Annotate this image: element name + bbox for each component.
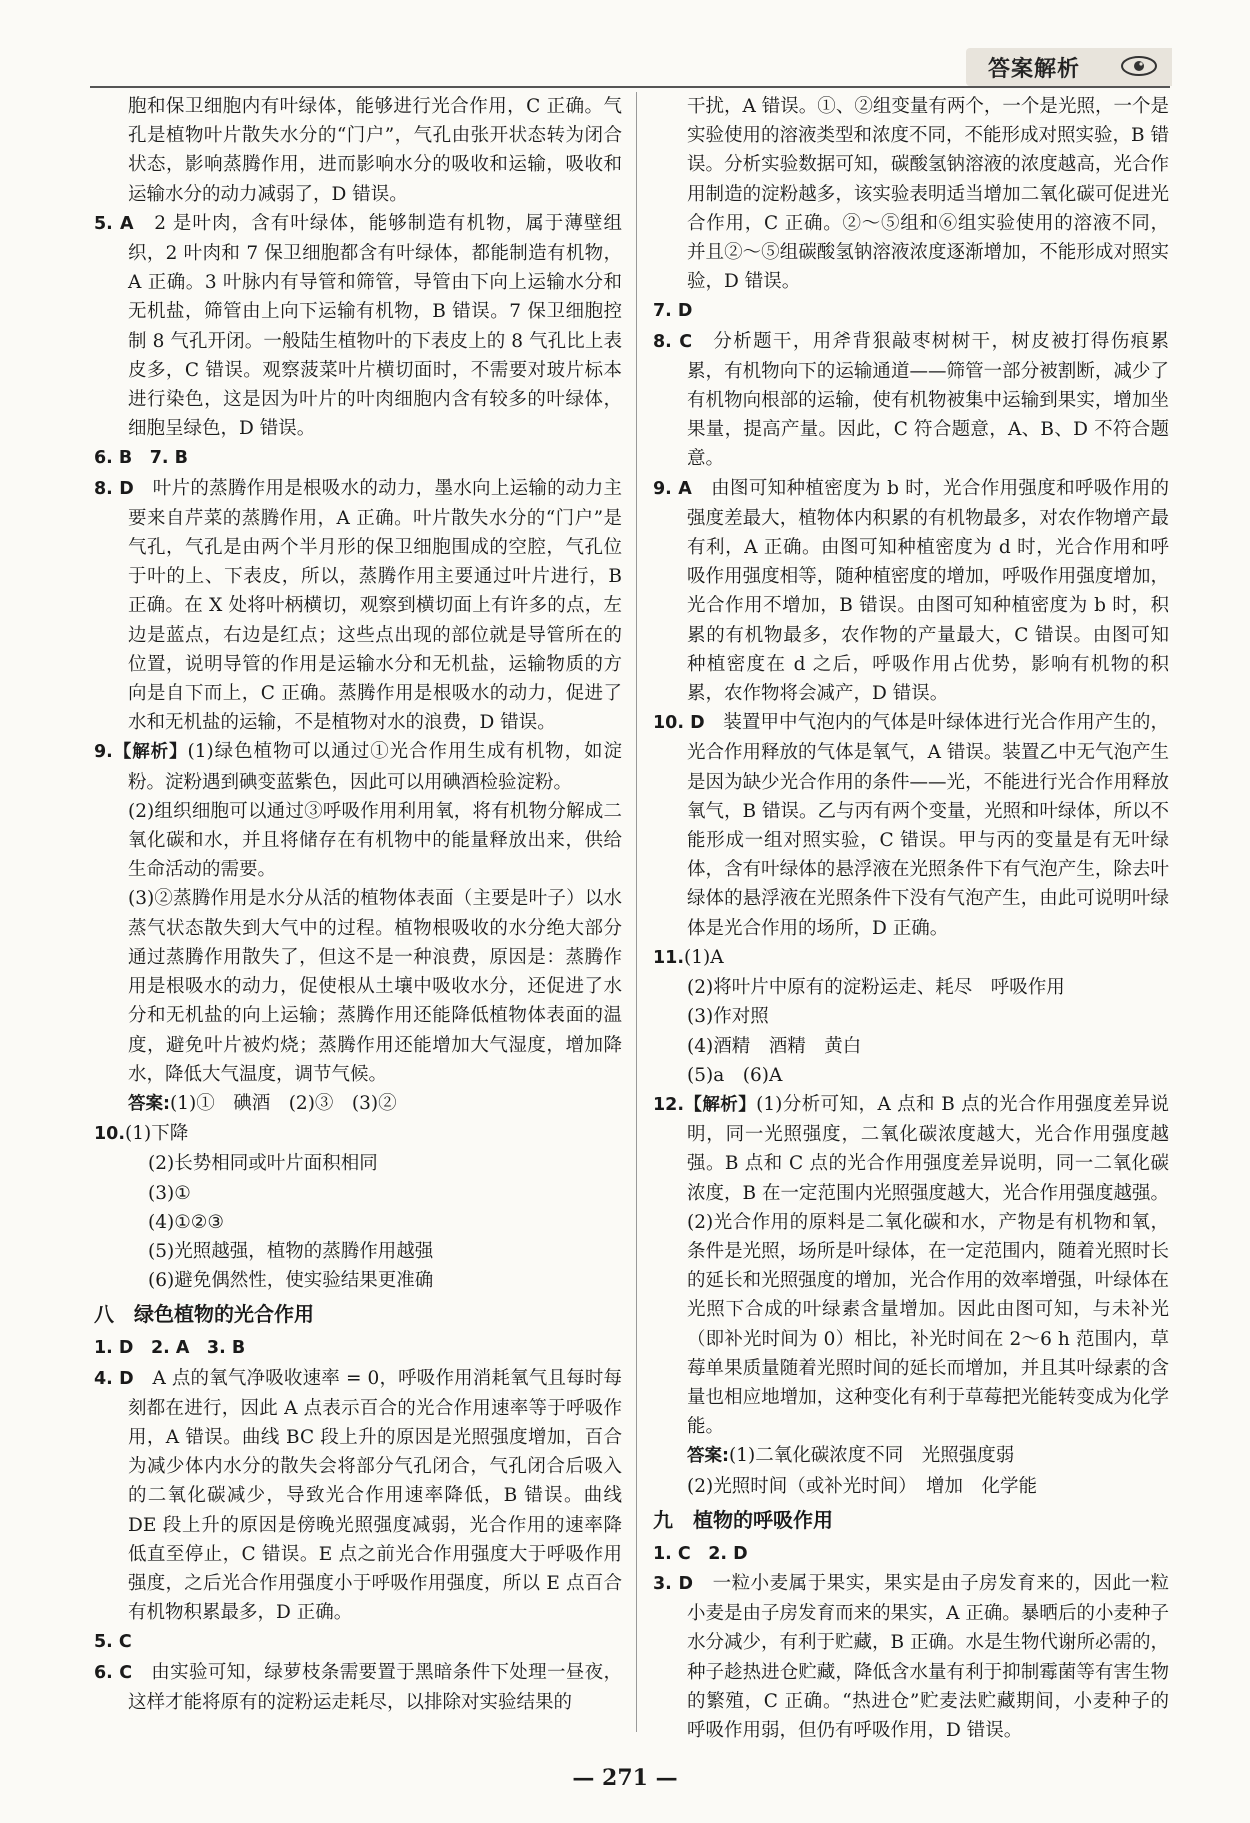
answer-paragraph — [653, 474, 1169, 709]
answer-paragraph — [94, 1149, 622, 1178]
section-heading — [94, 1295, 622, 1333]
answer-paragraph — [653, 1061, 1169, 1090]
answer-text: 八 绿色植物的光合作用 — [94, 1302, 314, 1327]
question-number: 6. B 7. B — [94, 448, 189, 469]
answer-text: 装置甲中气泡内的气体是叶绿体进行光合作用产生的，光合作用释放的气体是氧气，A 错误。装置乙中无气泡产生是因为缺少光合作用的条件——光，不能进行光合作用释放氧气，B 错误。乙与丙有两个变量，光照和叶绿体，所以不能形成一组对照实验，C 错误。甲与丙的变量是有无叶绿体，含有叶绿体的悬浮液在光照条件下有气泡产生，除去叶绿体的悬浮液在光照条件下没有气泡产生，由此可说明叶绿体是光合作用的场所，D 正确。 — [687, 712, 1169, 939]
answer-paragraph — [94, 92, 622, 209]
question-number: 答案: — [128, 1093, 170, 1114]
right-column — [653, 92, 1169, 1745]
question-number: 1. C 2. D — [653, 1543, 748, 1564]
answer-text: (3)②蒸腾作用是水分从活的植物体表面（主要是叶子）以水蒸气状态散失到大气中的过程。植物根吸收的水分绝大部分通过蒸腾作用散失了，但这不是一种浪费，原因是：蒸腾作用是根吸水的动力，促使根从土壤中吸收水分，还促进了水分和无机盐的向上运输；蒸腾作用还能降低植物体表面的温度，避免叶片被灼烧；蒸腾作用还能增加大气湿度，增加降水，降低大气温度，调节气候。 — [128, 888, 622, 1085]
question-number: 10. — [94, 1124, 126, 1145]
answer-text: (1)绿色植物可以通过①光合作用生成有机物，如淀粉。淀粉遇到碘变蓝紫色，因此可以用碘酒检验淀粉。 — [128, 741, 622, 793]
answer-text: (2)组织细胞可以通过③呼吸作用利用氧，将有机物分解成二氧化碳和水，并且将储存在有机物中的能量释放出来，供给生命活动的需要。 — [128, 800, 622, 881]
section-header-title: 答案解析 — [988, 56, 1081, 82]
answer-paragraph — [653, 1569, 1169, 1745]
answer-text: (6)避免偶然性，使实验结果更准确 — [148, 1270, 434, 1292]
answer-text: 干扰，A 错误。①、②组变量有两个，一个是光照，一个是实验使用的溶液类型和浓度不同，不能形成对照实验，B 错误。分析实验数据可知，碳酸氢钠溶液的浓度越高，光合作用制造的淀粉越多，该实验表明适当增加二氧化碳可促进光合作用，C 正确。②～⑤组和⑥组实验使用的溶液不同，并且②～⑤组碳酸氢钠溶液浓度逐渐增加，不能形成对照实验，D 错误。 — [687, 96, 1169, 293]
question-number: 1. D 2. A 3. B — [94, 1338, 246, 1359]
question-number: 9. A — [653, 478, 692, 499]
answer-text: 由实验可知，绿萝枝条需要置于黑暗条件下处理一昼夜，这样才能将原有的淀粉运走耗尽，以排除对实验结果的 — [128, 1661, 622, 1713]
answer-paragraph — [653, 1208, 1169, 1442]
answer-paragraph — [94, 1333, 622, 1363]
answer-text: (3)① — [148, 1182, 191, 1204]
answer-paragraph — [653, 92, 1169, 296]
question-number: 8. D — [94, 478, 134, 499]
answer-paragraph — [94, 443, 622, 473]
question-number: 答案: — [687, 1446, 729, 1467]
answer-paragraph — [653, 1441, 1169, 1471]
section-header-tab — [966, 48, 1172, 86]
page-number: — 271 — — [572, 1765, 678, 1791]
answer-text: A 点的氧气净吸收速率 = 0，呼吸作用消耗氧气且每时每刻都在进行，因此 A 点表示百合的光合作用速率等于呼吸作用，A 错误。曲线 BC 段上升的原因是光照强度增加，百合为减少体内水分的散失会将部分气孔闭合，气孔闭合后吸入的二氧化碳减少，导致光合作用速率降低，B 错误。曲线 DE 段上升的原因是傍晚光照强度减弱，光合作用的速率降低直至停止，C 错误。E 点之前光合作用强度大于呼吸作用强度，之后光合作用强度小于呼吸作用强度，所以 E 点百合有机物积累最多，D 正确。 — [128, 1367, 622, 1624]
answer-paragraph — [653, 1090, 1169, 1208]
question-number: 8. C — [653, 331, 693, 352]
left-column — [94, 92, 622, 1717]
answer-paragraph — [94, 1658, 622, 1717]
answer-text: (4)酒精 酒精 黄白 — [687, 1035, 862, 1057]
answer-text: 叶片的蒸腾作用是根吸水的动力，墨水向上运输的动力主要来自芹菜的蒸腾作用，A 正确。叶片散失水分的“门户”是气孔，气孔是由两个半月形的保卫细胞围成的空腔，气孔位于叶的上、下表皮，所以，蒸腾作用主要通过叶片进行，B 正确。在 X 处将叶柄横切，观察到横切面上有许多的点，左边是蓝点，右边是红点；这些点出现的部位就是导管所在的位置，说明导管的作用是运输水分和无机盐，运输物质的方向是自下而上，C 正确。蒸腾作用是根吸水的动力，促进了水和无机盐的运输，不是植物对水的浪费，D 错误。 — [128, 477, 622, 734]
question-number: 5. A — [94, 213, 134, 234]
answer-paragraph — [94, 209, 622, 444]
answer-paragraph — [94, 1364, 622, 1628]
answer-text: (3)作对照 — [687, 1006, 769, 1028]
answer-text: 2 是叶肉，含有叶绿体，能够制造有机物，属于薄壁组织，2 叶肉和 7 保卫细胞都含有叶绿体，都能制造有机物，A 正确。3 叶脉内有导管和筛管，导管由下向上运输水分和无机盐，筛管由上向下运输有机物，B 错误。7 保卫细胞控制 8 气孔开闭。一般陆生植物叶的下表皮上的 8 气孔比上表皮多，C 错误。观察菠菜叶片横切面时，不需要对玻片标本进行染色，这是因为叶片的叶肉细胞内含有较多的叶绿体，细胞呈绿色，D 错误。 — [128, 212, 623, 440]
answer-text: (2)长势相同或叶片面积相同 — [148, 1153, 378, 1175]
answer-paragraph — [653, 327, 1169, 474]
answer-paragraph — [94, 1627, 622, 1657]
answer-paragraph — [653, 943, 1169, 973]
eye-logo-icon — [1120, 55, 1158, 77]
answer-paragraph — [94, 1266, 622, 1295]
answer-text: (5)a (6)A — [687, 1064, 783, 1086]
answer-text: (2)光照时间（或补光时间） 增加 化学能 — [687, 1475, 1037, 1497]
question-number: 10. D — [653, 713, 705, 734]
question-number: 11. — [653, 947, 685, 968]
answer-paragraph — [653, 708, 1169, 943]
answer-text: (5)光照越强，植物的蒸腾作用越强 — [148, 1240, 434, 1262]
answer-text: (4)①②③ — [148, 1211, 224, 1233]
answer-paragraph — [94, 797, 622, 885]
answer-paragraph — [94, 474, 622, 738]
answer-text: (1)二氧化碳浓度不同 光照强度弱 — [729, 1445, 1015, 1467]
answer-text: (1)A — [684, 946, 724, 968]
question-number: 4. D — [94, 1368, 134, 1389]
answer-paragraph — [94, 1208, 622, 1237]
answer-text: (2)光合作用的原料是二氧化碳和水，产物是有机物和氧，条件是光照，场所是叶绿体，在一定范围内，随着光照时长的延长和光照强度的增加，光合作用的效率增强，叶绿体在光照下合成的叶绿素含量增加。因此由图可知，与未补光（即补光时间为 0）相比，补光时间在 2～6 h 范围内，草莓单果质量随着光照时间的延长而增加，并且其叶绿素的含量也相应地增加，这种变化有利于草莓把光能转变成为化学能。 — [687, 1211, 1169, 1438]
answer-paragraph — [653, 1472, 1169, 1501]
question-number: 9.【解析】 — [94, 742, 188, 763]
answer-text: 由图可知种植密度为 b 时，光合作用强度和呼吸作用的强度差最大，植物体内积累的有机物最多，对农作物增产最有利，A 正确。由图可知种植密度为 d 时，光合作用和呼吸作用强度相等，随种植密度的增加，呼吸作用强度增加，光合作用不增加，B 错误。由图可知种植密度为 b 时，积累的有机物最多，农作物的产量最大，C 错误。由图可知种植密度在 d 之后，呼吸作用占优势，影响有机物的积累，农作物将会减产，D 错误。 — [687, 477, 1170, 705]
header-rule — [90, 86, 1170, 88]
answer-paragraph — [94, 737, 622, 796]
column-divider — [636, 92, 637, 1732]
question-number: 12.【解析】 — [653, 1094, 757, 1115]
answer-paragraph — [94, 1237, 622, 1266]
answer-text: 胞和保卫细胞内有叶绿体，能够进行光合作用，C 正确。气孔是植物叶片散失水分的“门户”，气孔由张开状态转为闭合状态，影响蒸腾作用，进而影响水分的吸收和运输，吸收和运输水分的动力减弱了，D 错误。 — [128, 96, 622, 205]
question-number: 5. C — [94, 1632, 132, 1653]
answer-text: (2)将叶片中原有的淀粉运走、耗尽 呼吸作用 — [687, 977, 1065, 999]
answer-text: (1)① 碘酒 (2)③ (3)② — [170, 1092, 397, 1114]
answer-paragraph — [653, 296, 1169, 326]
answer-paragraph — [94, 1179, 622, 1208]
answer-paragraph — [94, 1119, 622, 1149]
question-number: 7. D — [653, 301, 693, 322]
question-number: 6. C — [94, 1662, 133, 1683]
section-heading — [653, 1501, 1169, 1539]
answer-paragraph — [653, 1032, 1169, 1061]
question-number: 3. D — [653, 1573, 693, 1594]
answer-paragraph — [653, 973, 1169, 1002]
answer-paragraph — [94, 1089, 622, 1119]
answer-text: 分析题干，用斧背狠敲枣树树干，树皮被打得伤痕累累，有机物向下的运输通道——筛管一部分被割断，减少了有机物向根部的运输，使有机物被集中运输到果实，增加坐果量，提高产量。因此，C 符合题意，A、B、D 不符合题意。 — [687, 330, 1169, 470]
answer-text: 一粒小麦属于果实，果实是由子房发育来的，因此一粒小麦是由子房发育而来的果实，A 正确。暴晒后的小麦种子水分减少，有利于贮藏，B 正确。水是生物代谢所必需的，种子趁热进仓贮藏，降低含水量有利于抑制霉菌等有害生物的繁殖，C 正确。“热进仓”贮麦法贮藏期间，小麦种子的呼吸作用弱，但仍有呼吸作用，D 错误。 — [687, 1572, 1169, 1741]
answer-text: (1)分析可知，A 点和 B 点的光合作用强度差异说明，同一光照强度，二氧化碳浓度越大，光合作用强度越强。B 点和 C 点的光合作用强度差异说明，同一二氧化碳浓度，B 在一定范围内光照强度越大，光合作用强度越强。 — [687, 1093, 1169, 1204]
answer-text: 九 植物的呼吸作用 — [653, 1507, 833, 1532]
answer-paragraph — [653, 1002, 1169, 1031]
answer-text: (1)下降 — [125, 1123, 189, 1145]
answer-paragraph — [653, 1539, 1169, 1569]
answer-paragraph — [94, 884, 622, 1088]
